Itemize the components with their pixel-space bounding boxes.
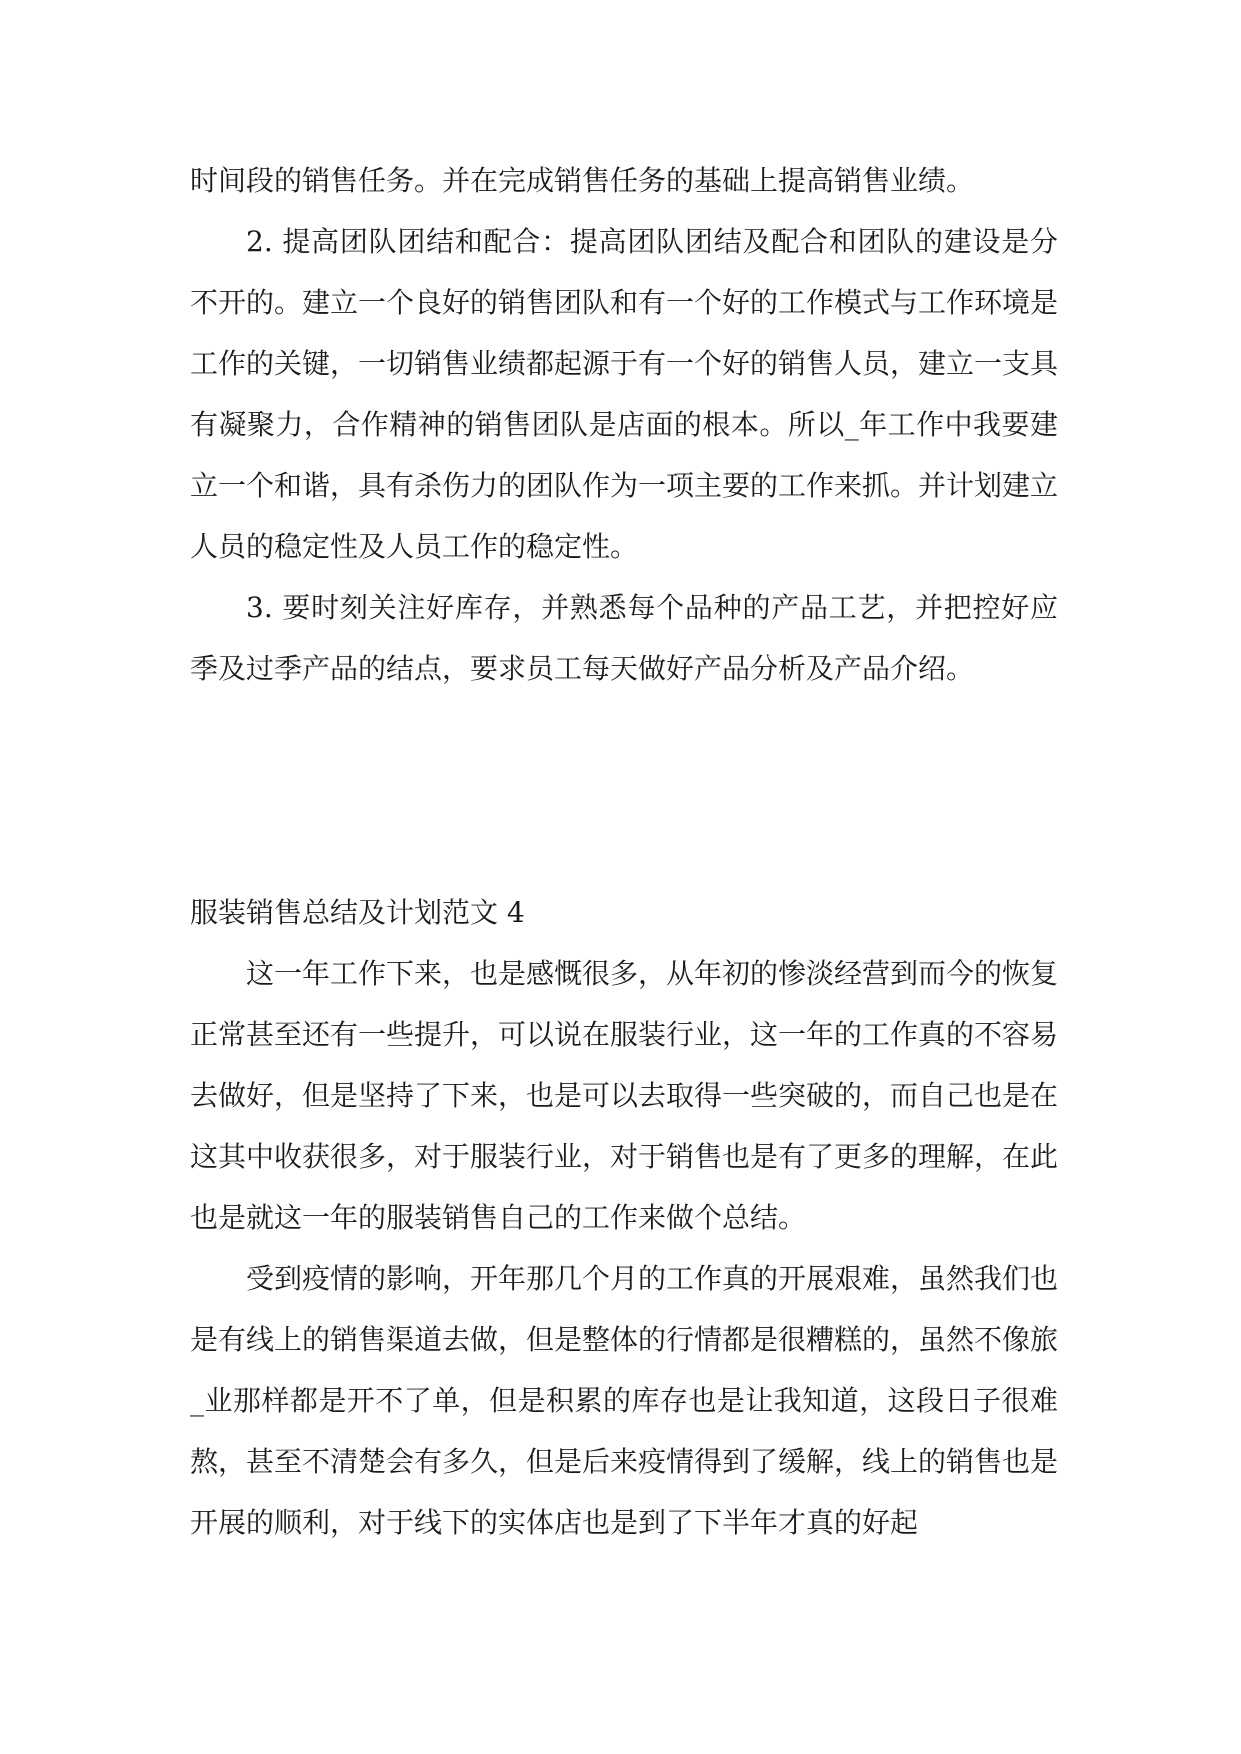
section-heading: 服装销售总结及计划范文 4 <box>190 896 525 929</box>
document-body <box>190 150 1058 1553</box>
paragraph-intro: 这一年工作下来，也是感慨很多，从年初的惨淡经营到而今的恢复正常甚至还有一些提升，可以说在服装行业，这一年的工作真的不容易去做好，但是坚持了下来，也是可以去取得一些突破的，而自己也是在这其中收获很多，对于服装行业，对于销售也是有了更多的理解，在此也是就这一年的服装销售自己的工作来做个总结。 <box>190 957 1059 1234</box>
paragraph-item-2: 2. 提高团队团结和配合：提高团队团结及配合和团队的建设是分不开的。建立一个良好的销售团队和有一个好的工作模式与工作环境是工作的关键，一切销售业绩都起源于有一个好的销售人员，建立一支具有凝聚力，合作精神的销售团队是店面的根本。所以_年工作中我要建立一个和谐，具有杀伤力的团队作为一项主要的工作来抓。并计划建立人员的稳定性及人员工作的稳定性。 <box>190 225 1059 563</box>
paragraph-continuation: 时间段的销售任务。并在完成销售任务的基础上提高销售业绩。 <box>190 164 975 197</box>
section-spacer <box>190 699 1058 882</box>
paragraph-epidemic: 受到疫情的影响，开年那几个月的工作真的开展艰难，虽然我们也是有线上的销售渠道去做，但是整体的行情都是很糟糕的，虽然不像旅_业那样都是开不了单，但是积累的库存也是让我知道，这段日子很难熬，甚至不清楚会有多久，但是后来疫情得到了缓解，线上的销售也是开展的顺利，对于线下的实体店也是到了下半年才真的好起 <box>190 1262 1059 1539</box>
paragraph-item-3: 3. 要时刻关注好库存，并熟悉每个品种的产品工艺，并把控好应季及过季产品的结点，要求员工每天做好产品分析及产品介绍。 <box>190 591 1058 685</box>
